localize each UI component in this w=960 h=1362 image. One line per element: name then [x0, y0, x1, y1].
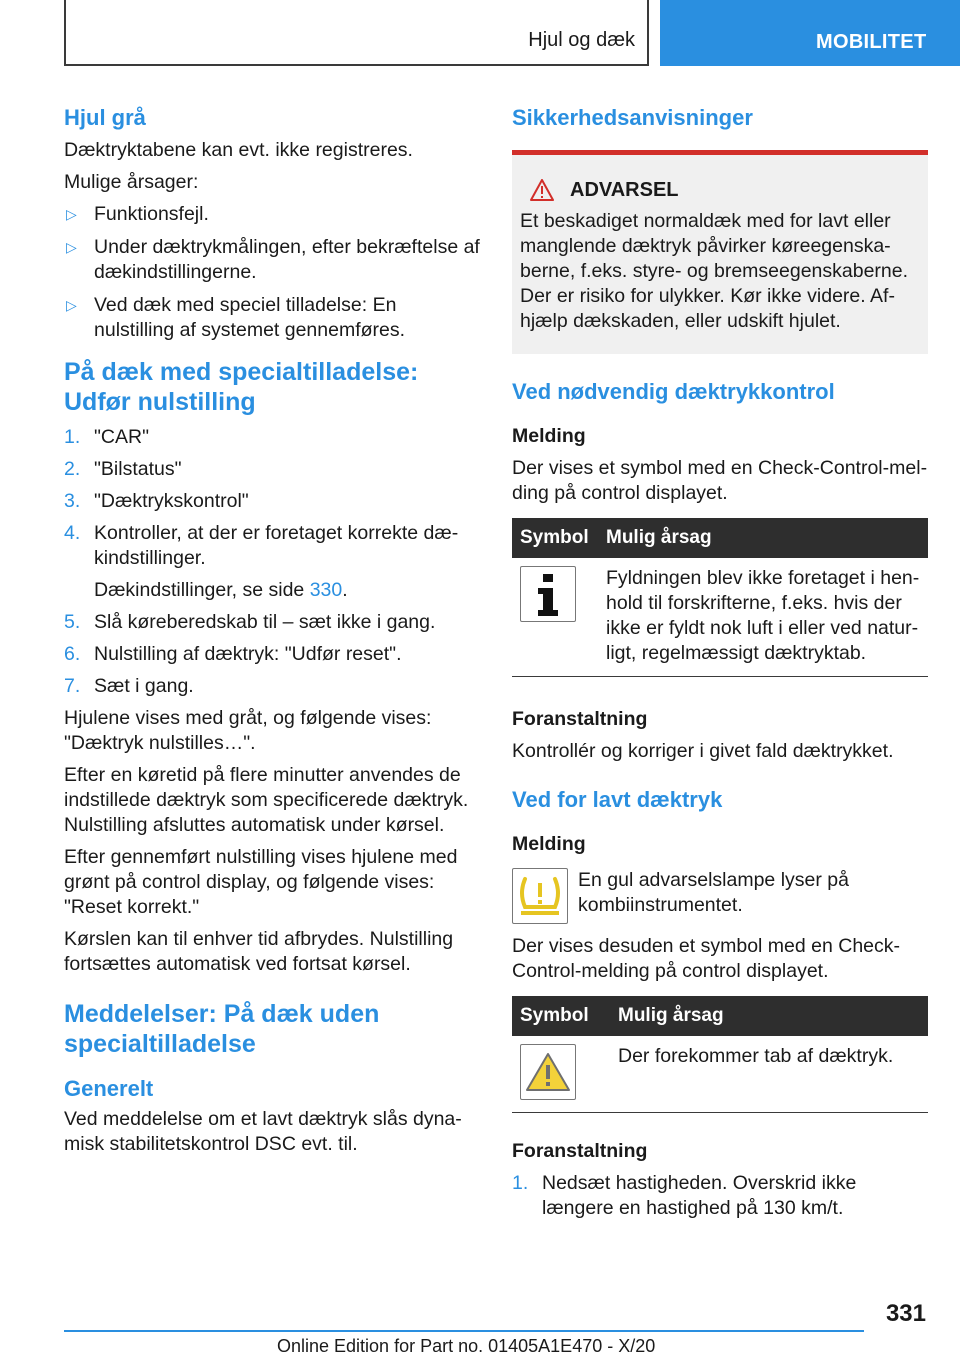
footer-divider [64, 1330, 864, 1332]
list-item: 6. Nulstilling af dæktryk: "Udfør reset". [64, 643, 402, 665]
list-item: 3. "Dæktrykskontrol" [64, 490, 249, 512]
heading-generelt: Generelt [64, 1076, 154, 1101]
warning-box [512, 150, 928, 354]
list-item: 7. Sæt i gang. [64, 675, 194, 697]
paragraph: Mulige årsager: [64, 171, 199, 193]
paragraph: Kontrollér og korriger i givet fald dæktrykket. [512, 740, 894, 762]
triangle-bullet-icon: ▷ [66, 297, 77, 313]
paragraph: Efter gennemført nulstilling vises hjulene med grønt på control display, og følgende vises: "Reset korrekt." [64, 846, 458, 918]
paragraph: Der vises desuden et symbol med en Check-Control-melding på control displayet. [512, 935, 901, 982]
triangle-bullet-icon: ▷ [66, 239, 77, 255]
warning-triangle-icon [530, 179, 554, 201]
left-column [64, 100, 480, 1157]
steps-list [64, 425, 480, 699]
paragraph: Dæktryktabene kan evt. ikke registreres. [64, 139, 413, 161]
list-item: 1. Nedsæt hastigheden. Overskrid ikke længere en hastighed på 130 km/t. [512, 1172, 857, 1219]
section-title: Hjul og dæk [528, 29, 635, 51]
paragraph: Der vises et symbol med en Check-Control-melding på control displayet. [512, 457, 928, 504]
step-note: Dækindstillinger, se side 330. [94, 579, 348, 601]
triangle-bullet-icon: ▷ [66, 206, 77, 222]
paragraph: Ved meddelelse om et lavt dæktryk slås dynamisk stabilitetskontrol DSC evt. til. [64, 1108, 462, 1155]
header-frame [64, 0, 649, 66]
paragraph: Hjulene vises med gråt, og følgende vises: "Dæktryk nulstilles…". [64, 707, 432, 754]
page-link[interactable]: 330 [309, 579, 343, 601]
page-number: 331 [885, 1300, 926, 1327]
warning-title: ADVARSEL [520, 177, 920, 203]
right-column [512, 100, 928, 1228]
steps-list [512, 1171, 928, 1221]
warning-text: Et beskadiget normaldæk med for lavt eller manglende dæktryk påvirker køreegenskaberne, f.eks. styre- og bremseegenskaberne. Der er risiko for ulykker. Kør ikke videre. Afhjælp dækskaden, eller udskift hjulet. [520, 210, 909, 332]
cause-list [64, 202, 480, 343]
melding-label: Melding [512, 833, 586, 855]
footer-edition: Online Edition for Part no. 01405A1E470 - X/20 [277, 1336, 656, 1356]
list-item: ▷ Under dæktrykmålingen, efter bekræftelse af dækindstillingerne. [66, 236, 480, 283]
chapter-tab[interactable] [660, 0, 960, 66]
table-row: Fyldningen blev ikke foretaget i henhold til forskrifterne, f.eks. hvis der ikke er fyldt nok luft i eller ved naturligt, regelmæssigt dæktryktab. [512, 558, 928, 677]
paragraph: Kørslen kan til enhver tid afbrydes. Nulstilling fortsættes automatisk ved fortsat kørsel. [64, 928, 454, 975]
table-header: Mulig årsag [610, 996, 928, 1036]
list-item: 2. "Bilstatus" [64, 458, 182, 480]
heading-noedvendig: Ved nødvendig dæktrykkontrol [512, 379, 835, 404]
list-item: ▷ Ved dæk med speciel tilladelse: En nulstilling af systemet gennemføres. [66, 294, 406, 341]
indicator-row: En gul advarselslampe lyser på kombiinstrumentet. [512, 864, 928, 924]
heading-sikkerhed: Sikkerhedsanvisninger [512, 105, 753, 130]
list-item: 5. Slå køreberedskab til – sæt ikke i gang. [64, 611, 436, 633]
list-item: ▷ Funktionsfejl. [66, 203, 209, 225]
table-header: Symbol [512, 518, 598, 558]
list-item: 4. Kontroller, at der er foretaget korrekte dækindstillinger. Dækindstillinger, se side 330. [64, 521, 480, 603]
foranstaltning-label: Foranstaltning [512, 708, 648, 730]
heading-nulstilling: På dæk med specialtilladelse: Udfør nulstilling [64, 358, 419, 416]
heading-meddelelser: Meddelelser: På dæk uden specialtilladelse [64, 1000, 380, 1058]
symbol-table [512, 518, 928, 677]
heading-lavt: Ved for lavt dæktryk [512, 787, 723, 812]
symbol-table [512, 996, 928, 1113]
tire-pressure-warning-icon [512, 868, 568, 924]
foranstaltning-label: Foranstaltning [512, 1140, 648, 1162]
melding-label: Melding [512, 425, 586, 447]
table-header: Mulig årsag [598, 518, 928, 558]
list-item: 1. "CAR" [64, 426, 150, 448]
table-header: Symbol [512, 996, 610, 1036]
warning-triangle-icon [520, 1044, 576, 1100]
chapter-tab-label: MOBILITET [816, 31, 927, 53]
table-row: Der forekommer tab af dæktryk. [512, 1036, 928, 1113]
info-icon [520, 566, 576, 622]
heading-hjul-graa: Hjul grå [64, 105, 146, 130]
paragraph: Efter en køretid på flere minutter anvendes de indstillede dæktryk som specificerede dæktryk. Nulstilling afsluttes automatisk under kørsel. [64, 764, 469, 836]
